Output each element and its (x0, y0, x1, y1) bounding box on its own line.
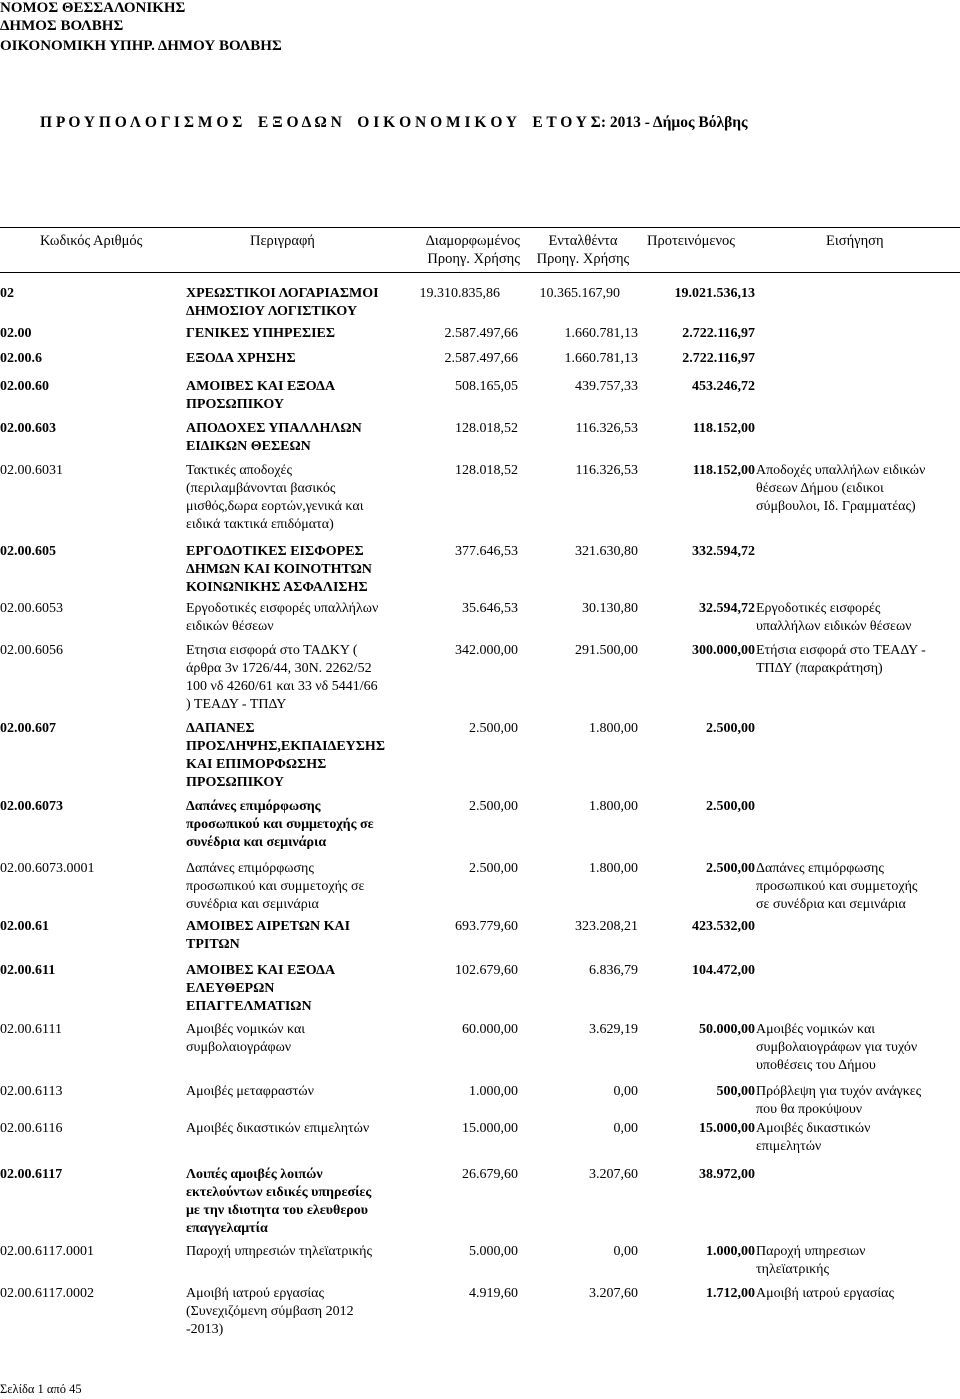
proposed-amount: 1.000,00 (706, 1244, 755, 1259)
recommendation-line: Αμοιβές δικαστικών (756, 1121, 871, 1136)
recommendation (756, 600, 960, 636)
budget-amount: 377.646,53 (455, 544, 518, 559)
budget-amount: 35.646,53 (462, 601, 518, 616)
budget-amount: 2.500,00 (469, 721, 518, 736)
account-code: 02.00.603 (0, 421, 56, 436)
description-line: επαγγελαμτία (186, 1221, 268, 1236)
header-bottom-rule (0, 272, 960, 273)
description-line: Ετησια εισφορά στο ΤΑΔΚΥ ( (186, 643, 358, 658)
account-description (186, 798, 392, 852)
account-code: 02.00.6117.0002 (0, 1286, 94, 1301)
proposed-amount: 118.152,00 (692, 421, 755, 436)
account-description (186, 1021, 392, 1057)
proposed-amount: 1.712,00 (706, 1286, 755, 1301)
budget-amount: 4.919,60 (469, 1286, 518, 1301)
recommendation-line: Δαπάνες επιμόρφωσης (756, 861, 884, 876)
account-description (186, 1285, 392, 1339)
recommendation-line: Αμοιβή ιατρού εργασίας (756, 1286, 895, 1301)
account-code: 02.00.6111 (0, 1022, 62, 1037)
recommendation-line: ΤΠΔΥ (παρακράτηση) (756, 661, 883, 676)
proposed-amount: 15.000,00 (699, 1121, 755, 1136)
proposed-amount: 2.722.116,97 (682, 351, 755, 366)
account-description (186, 1243, 392, 1261)
recommendation-line: Αμοιβές νομικών και (756, 1022, 876, 1037)
description-line: προσωπικού και συμμετοχής σε (186, 879, 365, 894)
description-line: -2013) (186, 1322, 224, 1337)
col-header-budget-line1: Διαμορφωμένος (425, 233, 520, 249)
account-description (186, 285, 392, 321)
proposed-amount: 2.722.116,97 (682, 326, 755, 341)
budget-amount: 508.165,05 (455, 379, 518, 394)
recommendation (756, 1021, 960, 1075)
col-header-code: Κωδικός Αριθμός (40, 233, 143, 249)
col-header-realized-line1: Ενταλθέντα (548, 233, 618, 249)
description-line: ΕΙΔΙΚΩΝ ΘΕΣΕΩΝ (186, 439, 311, 454)
realized-amount: 1.800,00 (589, 721, 638, 736)
recommendation (756, 1243, 960, 1279)
header-municipality: ΔΗΜΟΣ ΒΟΛΒΗΣ (0, 18, 124, 34)
recommendation (756, 642, 960, 678)
budget-amount: 26.679,60 (462, 1167, 518, 1182)
description-line: Αμοιβές μεταφραστών (186, 1084, 314, 1099)
col-header-proposed: Προτεινόμενος (647, 233, 735, 249)
proposed-amount: 423.532,00 (692, 919, 755, 934)
recommendation (756, 1120, 960, 1156)
col-header-description: Περιγραφή (250, 233, 315, 249)
recommendation-line: Αποδοχές υπαλλήλων ειδικών (756, 463, 926, 478)
account-description (186, 420, 392, 456)
realized-amount: 3.207,60 (589, 1167, 638, 1182)
budget-amount: 2.587.497,66 (444, 351, 518, 366)
description-line: Παροχή υπηρεσιών τηλεϊατρικής (186, 1244, 373, 1259)
recommendation-line: θέσεων Δήμου (ειδικοι (756, 481, 884, 496)
col-header-recommendation: Εισήγηση (826, 233, 884, 249)
description-line: εκτελούντων ειδικές υπηρεσίες (186, 1185, 372, 1200)
account-description (186, 642, 392, 714)
description-line: ΠΡΟΣΛΗΨΗΣ,ΕΚΠΑΙΔΕΥΣΗΣ (186, 739, 385, 754)
proposed-amount: 50.000,00 (699, 1022, 755, 1037)
description-line: Τακτικές αποδοχές (186, 463, 292, 478)
realized-amount: 0,00 (613, 1244, 638, 1259)
col-header-budget (400, 232, 520, 268)
recommendation-line: προσωπικού και συμμετοχής (756, 879, 918, 894)
col-header-realized-line2: Προηγ. Χρήσης (536, 251, 630, 267)
account-code: 02.00.61 (0, 919, 49, 934)
account-code: 02.00.6 (0, 351, 42, 366)
description-line: συμβολαιογράφων (186, 1040, 292, 1055)
description-line: συνέδρια και σεμινάρια (186, 897, 319, 912)
budget-amount: 15.000,00 (462, 1121, 518, 1136)
description-line: ΕΞΟΔΑ ΧΡΗΣΗΣ (186, 351, 296, 366)
account-code: 02.00.6113 (0, 1084, 63, 1099)
account-description (186, 1083, 392, 1101)
recommendation-line: συμβολαιογράφων για τυχόν (756, 1040, 918, 1055)
recommendation (756, 1083, 960, 1119)
account-code: 02.00.6056 (0, 643, 63, 658)
recommendation-line: υποθέσεις του Δήμου (756, 1058, 876, 1073)
account-description (186, 962, 392, 1016)
realized-amount: 0,00 (613, 1084, 638, 1099)
realized-amount: 1.660.781,13 (564, 326, 638, 341)
description-line: ΕΡΓΟΔΟΤΙΚΕΣ ΕΙΣΦΟΡΕΣ (186, 544, 364, 559)
proposed-amount: 19.021.536,13 (674, 286, 755, 301)
description-line: ΑΜΟΙΒΕΣ ΑΙΡΕΤΩΝ ΚΑΙ (186, 919, 351, 934)
description-line: ΠΡΟΣΩΠΙΚΟΥ (186, 775, 284, 790)
account-description (186, 860, 392, 914)
realized-amount: 116.326,53 (575, 463, 638, 478)
description-line: ΑΠΟΔΟΧΕΣ ΥΠΑΛΛΗΛΩΝ (186, 421, 362, 436)
description-line: ΚΟΙΝΩΝΙΚΗΣ ΑΣΦΑΛΙΣΗΣ (186, 580, 368, 595)
description-line: Αμοιβές δικαστικών επιμελητών (186, 1121, 370, 1136)
description-line: άρθρα 3ν 1726/44, 30Ν. 2262/52 (186, 661, 372, 676)
realized-amount: 1.660.781,13 (564, 351, 638, 366)
recommendation-line: Ετήσια εισφορά στο ΤΕΑΔΥ - (756, 643, 926, 658)
page-footer: Σελίδα 1 από 45 (0, 1382, 82, 1396)
account-description (186, 720, 392, 792)
description-line: προσωπικού και συμμετοχής σε (186, 817, 374, 832)
recommendation-line: Πρόβλεψη για τυχόν ανάγκες (756, 1084, 922, 1099)
account-description (186, 1120, 392, 1138)
proposed-amount: 332.594,72 (692, 544, 755, 559)
budget-amount: 128.018,52 (455, 463, 518, 478)
recommendation (756, 462, 960, 516)
realized-amount: 321.630,80 (575, 544, 638, 559)
account-code: 02 (0, 286, 14, 301)
description-line: Εργοδοτικές εισφορές υπαλλήλων (186, 601, 379, 616)
account-code: 02.00 (0, 326, 32, 341)
realized-amount: 1.800,00 (589, 861, 638, 876)
account-description (186, 350, 392, 368)
recommendation-line: τηλεϊατρικής (756, 1262, 830, 1277)
account-code: 02.00.6116 (0, 1121, 63, 1136)
description-line: ΔΑΠΑΝΕΣ (186, 721, 255, 736)
header-prefecture: ΝΟΜΟΣ ΘΕΣΣΑΛΟΝΙΚΗΣ (0, 0, 186, 16)
document-title: Π Ρ Ο Υ Π Ο Λ Ο Γ Ι Σ Μ Ο Σ Ε Ξ Ο Δ Ω Ν Ο Ι Κ Ο Ν Ο Μ Ι Κ Ο Υ Ε Τ Ο Υ Σ: 2013 - Δήμος Βόλβης (40, 114, 748, 131)
account-code: 02.00.6073.0001 (0, 861, 95, 876)
description-line: ΑΜΟΙΒΕΣ ΚΑΙ ΕΞΟΔΑ (186, 379, 336, 394)
budget-amount: 19.310.835,86 (419, 286, 500, 301)
budget-amount: 342.000,00 (455, 643, 518, 658)
recommendation (756, 1285, 960, 1303)
budget-amount: 128.018,52 (455, 421, 518, 436)
budget-amount: 60.000,00 (462, 1022, 518, 1037)
description-line: 100 νδ 4260/61 και 33 νδ 5441/66 (186, 679, 378, 694)
description-line: ΔΗΜΟΣΙΟΥ ΛΟΓΙΣΤΙΚΟΥ (186, 304, 358, 319)
description-line: ΓΕΝΙΚΕΣ ΥΠΗΡΕΣΙΕΣ (186, 326, 336, 341)
realized-amount: 10.365.167,90 (539, 286, 620, 301)
account-code: 02.00.60 (0, 379, 49, 394)
recommendation-line: Παροχή υπηρεσιων (756, 1244, 866, 1259)
realized-amount: 3.629,19 (589, 1022, 638, 1037)
budget-amount: 1.000,00 (469, 1084, 518, 1099)
proposed-amount: 2.500,00 (706, 721, 755, 736)
account-description (186, 600, 392, 636)
budget-amount: 2.500,00 (469, 799, 518, 814)
proposed-amount: 118.152,00 (692, 463, 755, 478)
account-code: 02.00.611 (0, 963, 56, 978)
realized-amount: 0,00 (613, 1121, 638, 1136)
description-line: με την ιδιοτητα του ελευθερου (186, 1203, 369, 1218)
description-line: ΕΛΕΥΘΕΡΩΝ (186, 981, 275, 996)
description-line: Δαπάνες επιμόρφωσης (186, 799, 321, 814)
recommendation-line: Εργοδοτικές εισφορές (756, 601, 881, 616)
proposed-amount: 300.000,00 (692, 643, 755, 658)
description-line: ) ΤΕΑΔΥ - ΤΠΔΥ (186, 697, 287, 712)
description-line: ΤΡΙΤΩΝ (186, 937, 240, 952)
description-line: ΑΜΟΙΒΕΣ ΚΑΙ ΕΞΟΔΑ (186, 963, 336, 978)
description-line: ειδικών θέσεων (186, 619, 274, 634)
realized-amount: 1.800,00 (589, 799, 638, 814)
description-line: ΧΡΕΩΣΤΙΚΟΙ ΛΟΓΑΡΙΑΣΜΟΙ (186, 286, 379, 301)
account-code: 02.00.607 (0, 721, 56, 736)
account-description (186, 462, 392, 534)
proposed-amount: 2.500,00 (706, 861, 755, 876)
proposed-amount: 2.500,00 (706, 799, 755, 814)
recommendation-line: που θα προκύψουν (756, 1102, 863, 1117)
recommendation-line: υπαλλήλων ειδικών θέσεων (756, 619, 912, 634)
description-line: Αμοιβή ιατρού εργασίας (186, 1286, 325, 1301)
realized-amount: 291.500,00 (575, 643, 638, 658)
description-line: ΠΡΟΣΩΠΙΚΟΥ (186, 397, 284, 412)
proposed-amount: 32.594,72 (699, 601, 755, 616)
proposed-amount: 453.246,72 (692, 379, 755, 394)
account-code: 02.00.6073 (0, 799, 63, 814)
recommendation-line: σύμβουλοι, Ιδ. Γραμματέας) (756, 499, 916, 514)
description-line: Δαπάνες επιμόρφωσης (186, 861, 314, 876)
account-code: 02.00.6031 (0, 463, 63, 478)
account-code: 02.00.6117.0001 (0, 1244, 94, 1259)
account-code: 02.00.605 (0, 544, 56, 559)
description-line: ΕΠΑΓΓΕΛΜΑΤΙΩΝ (186, 999, 312, 1014)
proposed-amount: 104.472,00 (692, 963, 755, 978)
description-line: μισθός,δωρα εορτών,γενικά και (186, 499, 364, 514)
account-description (186, 543, 392, 597)
description-line: ΔΗΜΩΝ ΚΑΙ ΚΟΙΝΟΤΗΤΩΝ (186, 562, 372, 577)
description-line: ΚΑΙ ΕΠΙΜΟΡΦΩΣΗΣ (186, 757, 327, 772)
col-header-budget-line2: Προηγ. Χρήσης (427, 251, 520, 267)
col-header-realized (528, 232, 638, 268)
account-code: 02.00.6053 (0, 601, 63, 616)
budget-amount: 693.779,60 (455, 919, 518, 934)
budget-amount: 102.679,60 (455, 963, 518, 978)
proposed-amount: 500,00 (716, 1084, 755, 1099)
realized-amount: 439.757,33 (575, 379, 638, 394)
realized-amount: 323.208,21 (575, 919, 638, 934)
realized-amount: 6.836,79 (589, 963, 638, 978)
description-line: (περιλαμβάνονται βασικός (186, 481, 336, 496)
recommendation-line: σε συνέδρια και σεμινάρια (756, 897, 906, 912)
recommendation (756, 860, 960, 914)
proposed-amount: 38.972,00 (699, 1167, 755, 1182)
budget-amount: 2.500,00 (469, 861, 518, 876)
account-code: 02.00.6117 (0, 1167, 63, 1182)
realized-amount: 116.326,53 (575, 421, 638, 436)
description-line: Αμοιβές νομικών και (186, 1022, 306, 1037)
header-department: ΟΙΚΟΝΟΜΙΚΗ ΥΠΗΡ. ΔΗΜΟΥ ΒΟΛΒΗΣ (0, 38, 282, 54)
header-top-rule (0, 227, 960, 228)
description-line: (Συνεχιζόμενη σύμβαση 2012 (186, 1304, 354, 1319)
budget-amount: 5.000,00 (469, 1244, 518, 1259)
account-description (186, 918, 392, 954)
account-description (186, 1166, 392, 1238)
description-line: συνέδρια και σεμινάρια (186, 835, 327, 850)
budget-amount: 2.587.497,66 (444, 326, 518, 341)
realized-amount: 30.130,80 (582, 601, 638, 616)
realized-amount: 3.207,60 (589, 1286, 638, 1301)
description-line: ειδικά τακτικά επιδόματα) (186, 517, 334, 532)
recommendation-line: επιμελητών (756, 1139, 822, 1154)
account-description (186, 378, 392, 414)
description-line: Λοιπές αμοιβές λοιπών (186, 1167, 323, 1182)
account-description (186, 325, 392, 343)
